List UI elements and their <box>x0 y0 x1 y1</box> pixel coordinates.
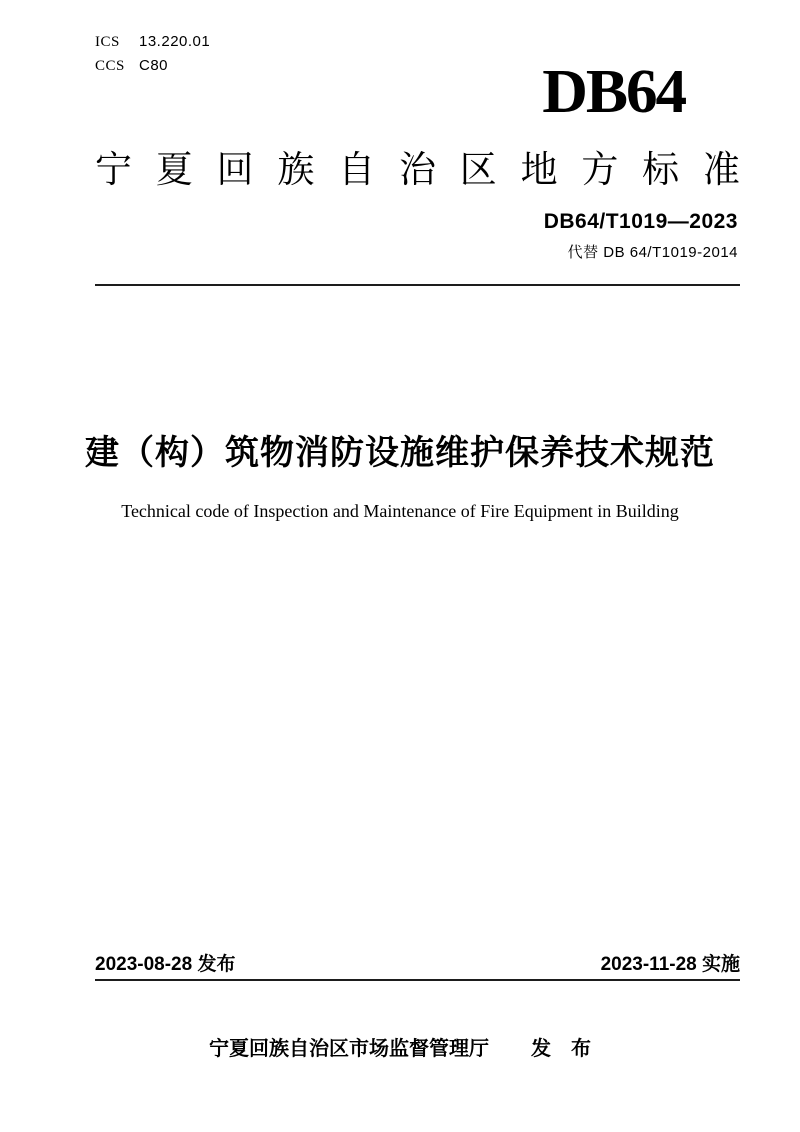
db64-logo: DB64 <box>542 58 685 126</box>
standard-number: DB64/T1019—2023 <box>543 210 738 233</box>
ccs-label: CCS <box>95 58 125 74</box>
classification-codes <box>95 30 210 78</box>
document-title-zh: 建（构）筑物消防设施维护保养技术规范 <box>85 434 715 472</box>
footer-rule <box>95 979 740 981</box>
publisher-action: 发 布 <box>531 1038 591 1060</box>
ics-value: 13.220.01 <box>139 33 211 50</box>
issue-date: 2023-08-28 发布 <box>95 954 236 975</box>
ics-code <box>95 30 210 54</box>
document-title-en: Technical code of Inspection and Maintenance of Fire Equipment in Building <box>121 501 679 521</box>
implementation-date: 2023-11-28 实施 <box>600 954 740 975</box>
date-row <box>95 949 740 976</box>
ics-label: ICS <box>95 34 120 50</box>
publisher-org: 宁夏回族自治区市场监督管理厅 <box>209 1038 489 1060</box>
ccs-code <box>95 54 210 78</box>
header-rule <box>95 284 740 286</box>
replaced-standard-note: 代替 DB 64/T1019-2014 <box>567 244 738 261</box>
ccs-value: C80 <box>139 57 169 74</box>
publisher-row <box>0 1032 800 1061</box>
standard-category-title: 宁 夏 回 族 自 治 区 地 方 标 准 <box>95 149 740 190</box>
